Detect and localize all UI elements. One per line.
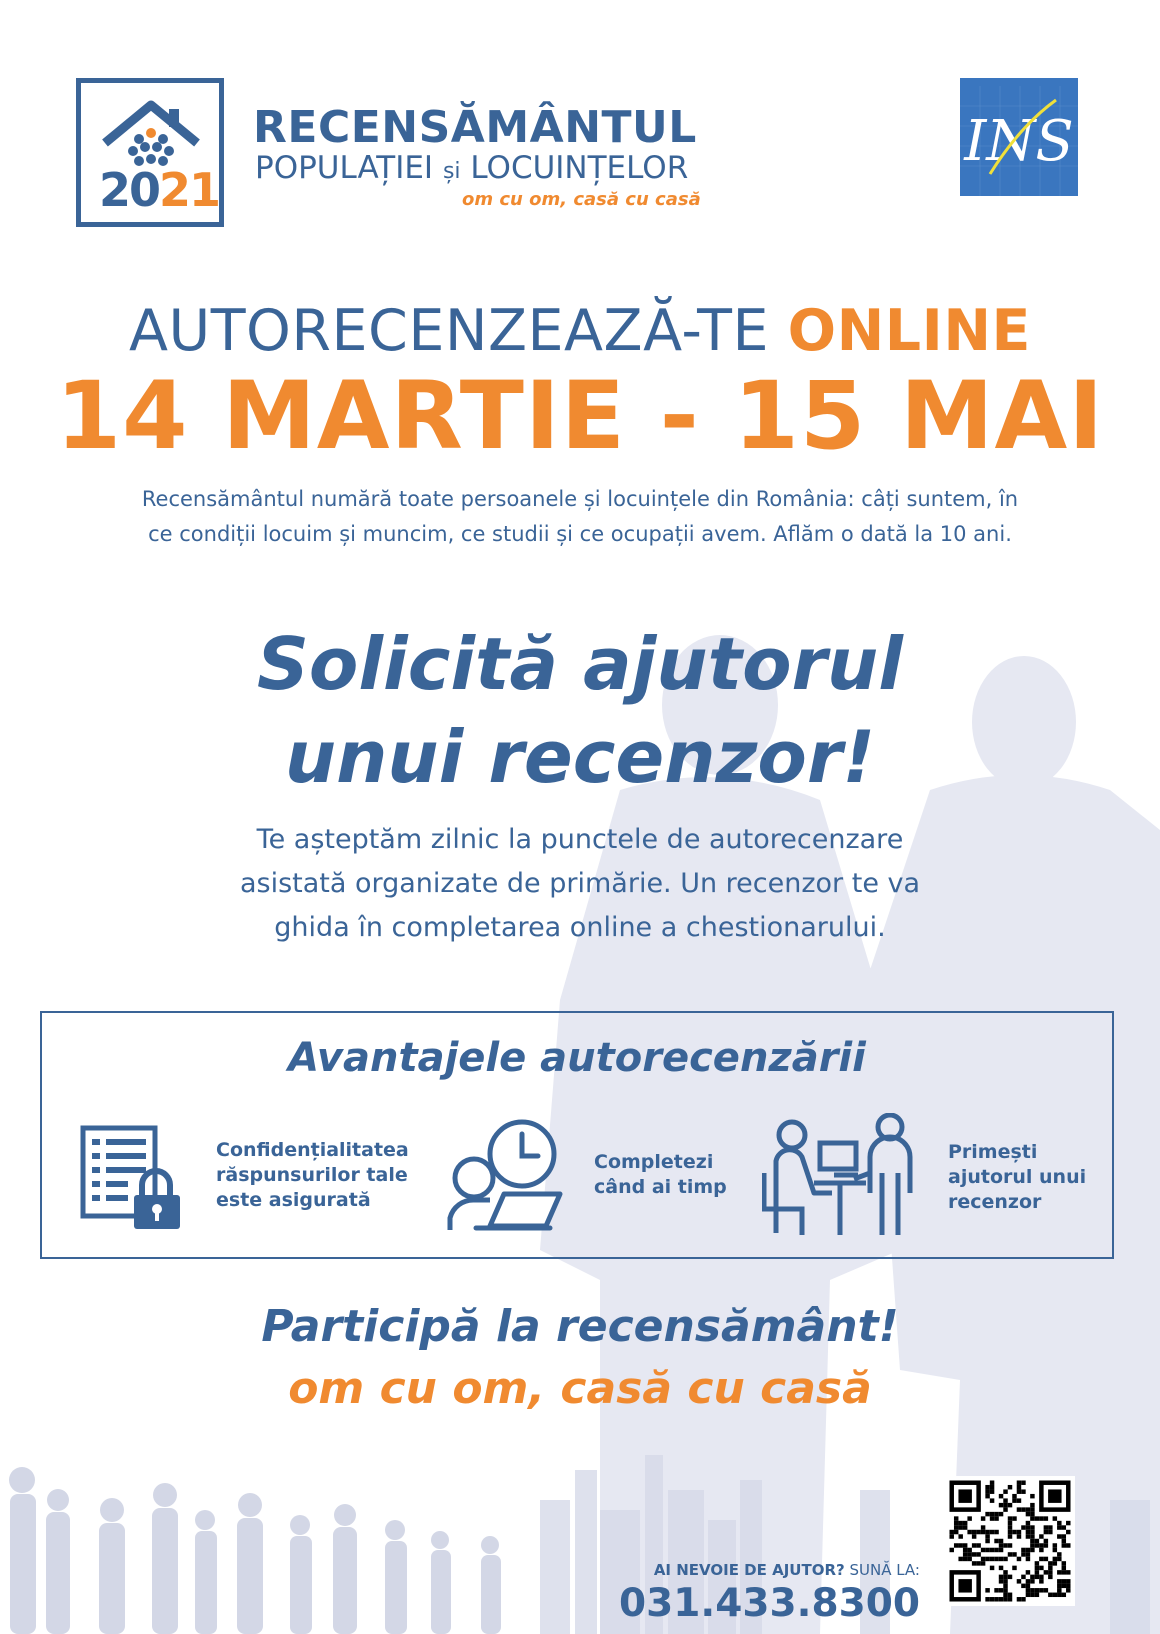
enumerator-helping-icon	[762, 1113, 922, 1237]
logo-title: RECENSĂMÂNTUL	[253, 102, 697, 153]
benefit-flexible-time: Completezi când ai timp	[594, 1151, 727, 1198]
qr-code-icon[interactable]	[945, 1476, 1075, 1606]
help-call-heading: Solicită ajutorul unui recenzor!	[257, 622, 903, 799]
logo-tagline: om cu om, casă cu casă	[462, 189, 701, 210]
helpline-phone[interactable]: 031.433.8300	[619, 1581, 920, 1626]
benefits-title: Avantajele autorecenzării	[288, 1035, 866, 1081]
intro-text: Recensământul numără toate persoanele și locuințele din România: câți suntem, în ce condiții locuim și muncim, ce studii și ce ocupații avem. Aflăm o dată la 10 ani.	[141, 487, 1019, 546]
headline-dates: 14 MARTIE - 15 MAI	[55, 362, 1105, 471]
participate-slogan: Participă la recensământ!	[261, 1301, 899, 1352]
helpline-label: AI NEVOIE DE AJUTOR? SUNĂ LA:	[653, 1561, 920, 1579]
benefit-enumerator-help: Primești ajutorul unui recenzor	[948, 1141, 1087, 1213]
benefit-confidentiality: Confidențialitatea răspunsurilor tale este asigurată	[216, 1139, 409, 1211]
ins-logo-icon	[960, 86, 1078, 196]
qr-code-pattern	[945, 1476, 1075, 1606]
person-clock-laptop-icon	[446, 1118, 570, 1234]
help-description: Te așteptăm zilnic la punctele de autorecenzare asistată organizate de primărie. Un recenzor te va ghida în completarea online a chestionarului.	[239, 824, 921, 943]
svg-text:INS: INS	[964, 109, 1074, 174]
document-lock-icon	[80, 1125, 186, 1233]
logo-subtitle: POPULAȚIEI și LOCUINȚELOR	[255, 150, 689, 186]
motto-slogan: om cu om, casă cu casă	[288, 1363, 872, 1414]
ins-logo	[960, 78, 1078, 196]
headline-online: AUTORECENZEAZĂ-TE ONLINE	[129, 298, 1031, 364]
logo-year: 2021	[99, 163, 220, 217]
census-logo	[76, 78, 224, 227]
